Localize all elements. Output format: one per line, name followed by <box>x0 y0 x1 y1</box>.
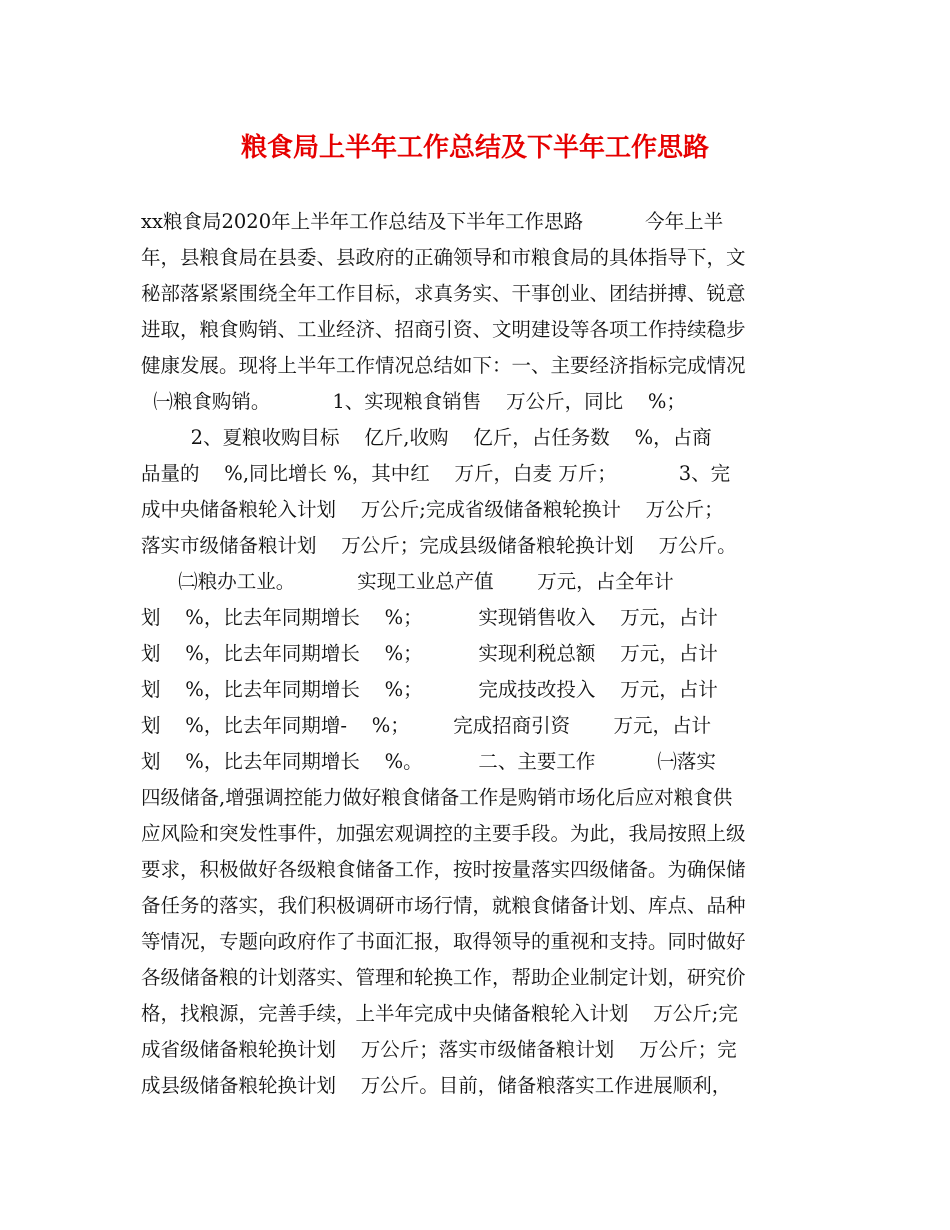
text-line: ㈠粮食购销。 1、实现粮食销售 万公斤，同比 %； <box>141 390 686 413</box>
text-line: xx粮食局2020年上半年工作总结及下半年工作思路 今年上半 <box>141 210 724 233</box>
text-line: 备任务的落实，我们积极调研市场行情，就粮食储备计划、库点、品种 <box>141 894 746 917</box>
text-line: 品量的 %,同比增长 %，其中红 万斤，白麦 万斤； 3、完 <box>141 462 731 485</box>
text-line: ㈡粮办工业。 实现工业总产值 万元，占全年计 <box>141 570 674 593</box>
text-line: 四级储备,增强调控能力做好粮食储备工作是购销市场化后应对粮食供 <box>141 786 733 809</box>
text-line: 各级储备粮的计划落实、管理和轮换工作，帮助企业制定计划，研究价 <box>141 966 746 989</box>
text-line: 进取，粮食购销、工业经济、招商引资、文明建设等各项工作持续稳步 <box>141 318 746 341</box>
text-line: 划 %，比去年同期增长 %； 完成技改投入 万元，占计 <box>141 678 718 701</box>
text-line: 健康发展。现将上半年工作情况总结如下：一、主要经济指标完成情况 <box>141 354 746 377</box>
text-line: 格，找粮源，完善手续，上半年完成中央储备粮轮入计划 万公斤;完 <box>141 1002 738 1025</box>
document-title: 粮食局上半年工作总结及下半年工作思路 <box>240 133 709 163</box>
text-line: 应风险和突发性事件，加强宏观调控的主要手段。为此，我局按照上级 <box>141 822 746 845</box>
text-line: 划 %，比去年同期增长 %； 实现利税总额 万元，占计 <box>141 642 718 665</box>
text-line: 划 %，比去年同期增- %； 完成招商引资 万元，占计 <box>141 714 712 737</box>
text-line: 年，县粮食局在县委、县政府的正确领导和市粮食局的具体指导下，文 <box>141 246 746 269</box>
text-line: 划 %，比去年同期增长 %。 二、主要工作 ㈠落实 <box>141 750 716 773</box>
text-line: 成县级储备粮轮换计划 万公斤。目前，储备粮落实工作进展顺利， <box>141 1074 732 1097</box>
text-line: 划 %，比去年同期增长 %； 实现销售收入 万元，占计 <box>141 606 718 629</box>
text-line: 2、夏粮收购目标 亿斤,收购 亿斤，占任务数 %，占商 <box>141 426 712 449</box>
text-line: 成省级储备粮轮换计划 万公斤；落实市级储备粮计划 万公斤；完 <box>141 1038 737 1061</box>
text-line: 落实市级储备粮计划 万公斤；完成县级储备粮轮换计划 万公斤。 <box>141 534 737 557</box>
text-line: 要求，积极做好各级粮食储备工作，按时按量落实四级储备。为确保储 <box>141 858 746 881</box>
text-line: 秘部落紧紧围绕全年工作目标，求真务实、干事创业、团结拼搏、锐意 <box>141 282 746 305</box>
text-line: 等情况，专题向政府作了书面汇报，取得领导的重视和支持。同时做好 <box>141 930 746 953</box>
text-line: 成中央储备粮轮入计划 万公斤;完成省级储备粮轮换计 万公斤； <box>141 498 724 521</box>
